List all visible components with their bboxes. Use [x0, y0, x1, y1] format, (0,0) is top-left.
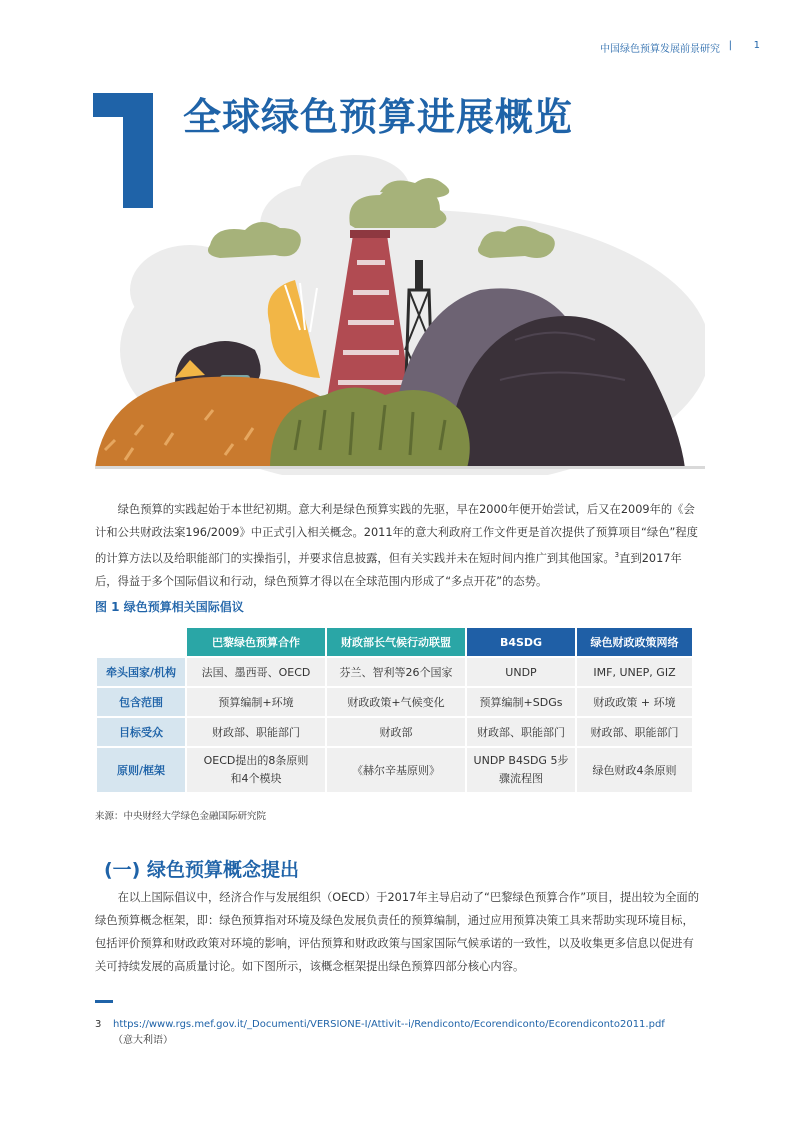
initiatives-table — [95, 626, 694, 794]
column-header: 财政部长气候行动联盟 — [327, 628, 465, 656]
footnote-ref[interactable]: 3 — [614, 551, 620, 559]
table-corner — [97, 628, 185, 656]
footnote-number: 3 — [95, 1019, 102, 1030]
intro-text: 绿色预算的实践起始于本世纪初期。意大利是绿色预算实践的先驱，早在2000年便开始尝试，后又在2009年的《会计和公共财政法案196/2009》中正式引入相关概念。2011年的意大利政府工作文件更是首次提供了预算项目“绿色”程度的计算方法以及给职能部门的实操指引，并要求信息披露，但有关实践并未在短时间内推广到其他国家。 — [95, 503, 698, 565]
table-row — [97, 658, 692, 686]
footnote — [95, 1017, 665, 1049]
table-cell: UNDP B4SDG 5步骤流程图 — [467, 748, 575, 792]
footnote-note: （意大利语） — [113, 1035, 173, 1046]
table-cell: 财政政策+气候变化 — [327, 688, 465, 716]
factory-landscape-illustration — [95, 150, 705, 475]
table-cell: 财政部、职能部门 — [187, 718, 325, 746]
table-row — [97, 718, 692, 746]
table-cell: UNDP — [467, 658, 575, 686]
table-cell: 预算编制+SDGs — [467, 688, 575, 716]
chapter-title: 全球绿色预算进展概览 — [183, 95, 574, 139]
table-row — [97, 748, 692, 792]
table-cell: 预算编制+环境 — [187, 688, 325, 716]
intro-paragraph — [95, 498, 700, 593]
row-header: 牵头国家/机构 — [97, 658, 185, 686]
table-cell: 法国、墨西哥、OECD — [187, 658, 325, 686]
table-cell: 财政政策 + 环境 — [577, 688, 692, 716]
footnote-link[interactable]: https://www.rgs.mef.gov.it/_Documenti/VERSIONE-I/Attivit--i/Rendiconto/Ecorendiconto/Ecorendiconto2011.pdf — [113, 1019, 665, 1030]
section-paragraph — [95, 886, 700, 978]
page-number: 1 — [753, 40, 760, 51]
column-header: 绿色财政政策网络 — [577, 628, 692, 656]
table-header-row — [97, 628, 692, 656]
header-separator: | — [728, 40, 732, 51]
row-header: 原则/框架 — [97, 748, 185, 792]
table-cell: 芬兰、智利等26个国家 — [327, 658, 465, 686]
footnote-divider — [95, 1000, 113, 1003]
table-cell: 财政部 — [327, 718, 465, 746]
header-title: 中国绿色预算发展前景研究 — [600, 44, 720, 55]
table-cell: OECD提出的8条原则和4个模块 — [187, 748, 325, 792]
section-heading: (一) 绿色预算概念提出 — [104, 859, 299, 881]
table-cell: 财政部、职能部门 — [467, 718, 575, 746]
table-cell: 绿色财政4条原则 — [577, 748, 692, 792]
table-row — [97, 688, 692, 716]
table-cell: 财政部、职能部门 — [577, 718, 692, 746]
table-cell: IMF, UNEP, GIZ — [577, 658, 692, 686]
figure-source: 来源：中央财经大学绿色金融国际研究院 — [95, 811, 267, 822]
row-header: 目标受众 — [97, 718, 185, 746]
intro-text-after: 直到2017年后，得益于多个国际倡议和行动，绿色预算才得以在全球范围内形成了“多点开花”的态势。 — [95, 551, 682, 588]
row-header: 包含范围 — [97, 688, 185, 716]
table-cell: 《赫尔辛基原则》 — [327, 748, 465, 792]
figure-label: 图 1 绿色预算相关国际倡议 — [95, 600, 244, 614]
column-header: B4SDG — [467, 628, 575, 656]
column-header: 巴黎绿色预算合作 — [187, 628, 325, 656]
section-text: 在以上国际倡议中，经济合作与发展组织（OECD）于2017年主导启动了“巴黎绿色预算合作”项目，提出较为全面的绿色预算概念框架，即：绿色预算指对环境及绿色发展负责任的预算编制，通过应用预算决策工具来帮助实现环境目标，包括评价预算和财政政策对环境的影响，评估预算和财政政策与国家国际气候承诺的一致性，以及收集更多信息以促进有关可持续发展的高质量讨论。如下图所示，该概念框架提出绿色预算四部分核心内容。 — [95, 891, 700, 973]
running-header — [520, 40, 760, 56]
